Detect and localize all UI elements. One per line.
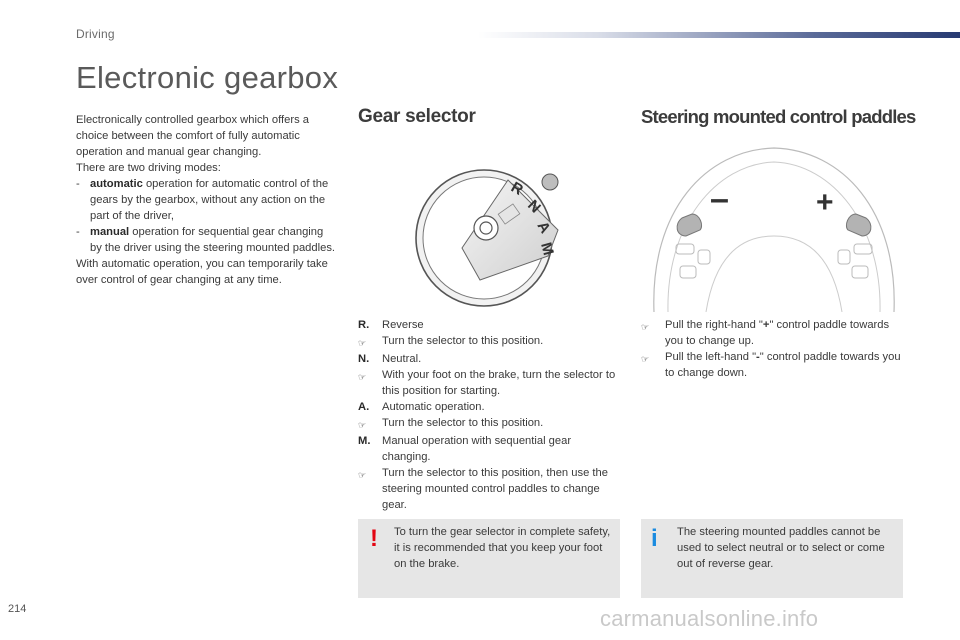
warning-exclamation-icon: ! <box>370 525 378 552</box>
header-gradient-bar <box>478 32 960 38</box>
item-text: " control paddle towards you to change down. <box>665 351 901 379</box>
paddles-heading: Steering mounted control paddles <box>641 106 916 127</box>
list-item <box>358 333 620 351</box>
warning-text: To turn the gear selector in complete safety, it is recommended that you keep your foot on the brake. <box>394 526 611 570</box>
mode-keyword: automatic <box>90 178 143 190</box>
plus-label: + <box>816 186 834 219</box>
gear-positions-list <box>358 317 620 513</box>
minus-label: – <box>710 180 729 218</box>
list-item <box>358 367 620 399</box>
list-item <box>358 351 620 367</box>
gear-selector-heading: Gear selector <box>358 106 476 127</box>
mode-item-automatic <box>76 176 338 224</box>
gear-letter-n: N <box>524 196 544 217</box>
wheel-button-icon <box>852 266 868 278</box>
pointing-hand-icon: ☞ <box>641 354 650 364</box>
brake-symbol-icon <box>474 216 498 240</box>
item-text: Reverse <box>382 319 424 331</box>
right-paddle-icon <box>846 214 871 236</box>
item-marker: M. <box>358 435 371 447</box>
dash: - <box>76 226 80 238</box>
list-item <box>358 415 620 433</box>
info-text: The steering mounted paddles cannot be used to select neutral or to select or come out of reverse gear. <box>677 526 885 570</box>
section-label: Driving <box>76 27 115 41</box>
item-marker: N. <box>358 353 370 365</box>
item-text: Turn the selector to this position, then use the steering mounted control paddles to change gear. <box>382 467 608 511</box>
wheel-hub-outline <box>706 236 842 312</box>
page-number: 214 <box>8 603 27 615</box>
watermark: carmanualsonline.info <box>600 606 819 631</box>
intro-closing: With automatic operation, you can temporarily take over control of gear changing at any time. <box>76 258 328 286</box>
page-title: Electronic gearbox <box>76 60 339 95</box>
mode-keyword: manual <box>90 226 130 238</box>
wheel-button-icon <box>854 244 872 254</box>
list-item <box>641 349 909 381</box>
pointing-hand-icon: ☞ <box>358 338 367 348</box>
intro-modes-lead: There are two driving modes: <box>76 162 221 174</box>
pointing-hand-icon: ☞ <box>358 372 367 382</box>
steering-wheel-illustration <box>646 140 902 312</box>
item-text: Automatic operation. <box>382 401 485 413</box>
list-item <box>641 317 909 349</box>
mode-description: operation for automatic control of the gears by the gearbox, without any action on the part of the driver, <box>90 178 329 222</box>
selector-pointer <box>542 174 558 190</box>
item-text: Pull the left-hand " <box>665 351 757 363</box>
mode-item-manual <box>76 224 338 256</box>
pointing-hand-icon: ☞ <box>358 470 367 480</box>
item-text: Turn the selector to this position. <box>382 335 544 347</box>
info-notice <box>641 519 903 598</box>
minus-symbol: - <box>756 351 760 363</box>
item-text: " control paddle towards you to change up. <box>665 319 890 347</box>
list-item <box>358 317 620 333</box>
item-text: Turn the selector to this position. <box>382 417 544 429</box>
list-item <box>358 433 620 465</box>
intro-paragraph: Electronically controlled gearbox which offers a choice between the comfort of fully automatic operation and manual gear changing. <box>76 114 309 158</box>
pointing-hand-icon: ☞ <box>641 322 650 332</box>
intro-text <box>76 112 338 288</box>
dash: - <box>76 178 80 190</box>
wheel-button-icon <box>676 244 694 254</box>
item-text: Neutral. <box>382 353 422 365</box>
item-marker: R. <box>358 319 370 331</box>
item-text: Manual operation with sequential gear changing. <box>382 435 572 463</box>
gear-letter-m: M <box>537 240 557 258</box>
item-text: Pull the right-hand " <box>665 319 763 331</box>
gear-selector-illustration <box>410 168 566 308</box>
pointing-hand-icon: ☞ <box>358 420 367 430</box>
warning-notice <box>358 519 620 598</box>
item-marker: A. <box>358 401 370 413</box>
mode-description: operation for sequential gear changing by the driver using the steering mounted paddles. <box>90 226 336 254</box>
wheel-button-icon <box>838 250 850 264</box>
wheel-rim-inner <box>668 162 880 312</box>
info-icon: i <box>651 525 658 552</box>
wheel-button-icon <box>698 250 710 264</box>
list-item <box>358 399 620 415</box>
wheel-button-icon <box>680 266 696 278</box>
list-item <box>358 465 620 513</box>
gear-letter-r: R <box>508 178 526 199</box>
left-paddle-icon <box>677 214 702 236</box>
gear-letter-a: A <box>533 218 554 237</box>
plus-symbol: + <box>762 319 770 331</box>
paddle-instructions-list <box>641 317 909 381</box>
item-text: With your foot on the brake, turn the selector to this position for starting. <box>382 369 616 397</box>
